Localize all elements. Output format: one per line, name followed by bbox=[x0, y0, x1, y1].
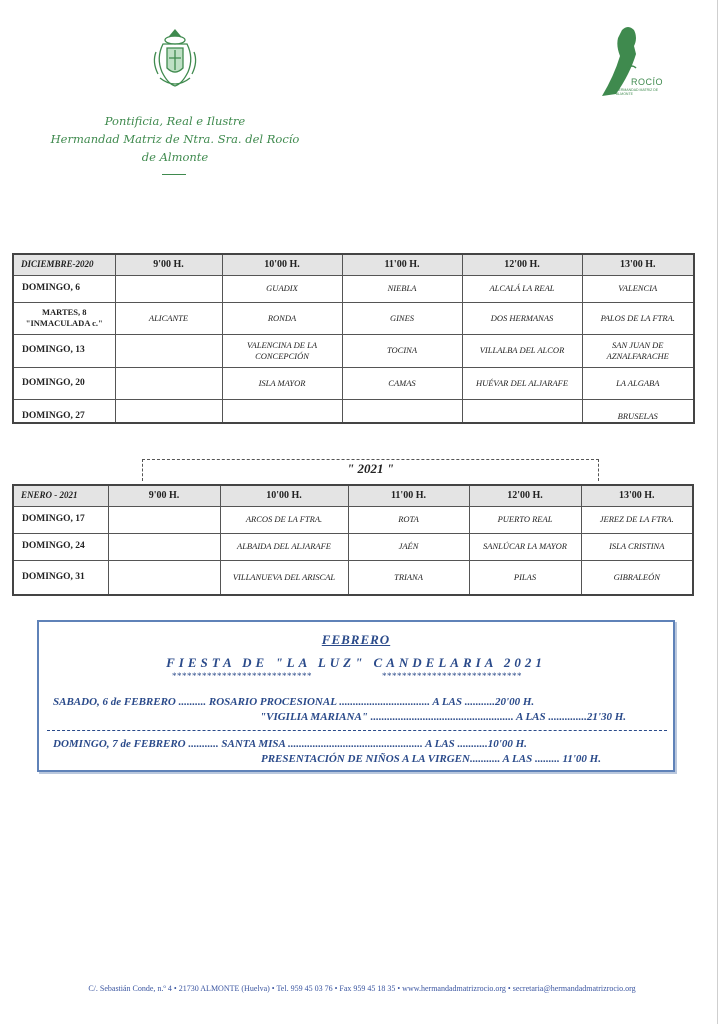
events-separator bbox=[47, 730, 667, 731]
table-cell: PALOS DE LA FTRA. bbox=[582, 302, 694, 334]
page-footer: C/. Sebastián Conde, n.º 4 • 21730 ALMONTE (Huelva) • Tel. 959 45 03 76 • Fax 959 45 18 35 • www.hermandadmatrizrocio.org • secretaria@hermandadmatrizrocio.org bbox=[88, 984, 636, 993]
table-cell: TRIANA bbox=[348, 560, 469, 595]
table-cell: GIBRALEÓN bbox=[581, 560, 693, 595]
table-cell: SANLÚCAR LA MAYOR bbox=[469, 533, 581, 560]
event-line-presentacion: PRESENTACIÓN DE NIÑOS A LA VIRGEN........... A LAS ......... 11'00 H. bbox=[261, 753, 601, 765]
header-time-11: 11'00 H. bbox=[342, 254, 462, 275]
december-schedule-table bbox=[12, 253, 695, 424]
table-cell bbox=[342, 399, 462, 423]
table-cell: GINES bbox=[342, 302, 462, 334]
header-time-10: 10'00 H. bbox=[222, 254, 342, 275]
header-month: DICIEMBRE-2020 bbox=[13, 254, 115, 275]
table-cell: DOS HERMANAS bbox=[462, 302, 582, 334]
header-time-12: 12'00 H. bbox=[469, 485, 581, 506]
organization-name bbox=[40, 112, 310, 166]
table-cell: JEREZ DE LA FTRA. bbox=[581, 506, 693, 533]
row-day: DOMINGO, 13 bbox=[13, 334, 115, 367]
table-cell: JAÉN bbox=[348, 533, 469, 560]
table-cell bbox=[108, 533, 220, 560]
february-events-box bbox=[37, 620, 675, 772]
table-row bbox=[13, 334, 694, 367]
header-month: ENERO - 2021 bbox=[13, 485, 108, 506]
table-cell: VALENCIA bbox=[582, 275, 694, 302]
rocio-logo-subtitle bbox=[616, 88, 658, 96]
header-time-9: 9'00 H. bbox=[115, 254, 222, 275]
table-cell: SAN JUAN DE AZNALFARACHE bbox=[582, 334, 694, 367]
table-row bbox=[13, 560, 693, 595]
row-day: DOMINGO, 20 bbox=[13, 367, 115, 399]
table-row bbox=[13, 506, 693, 533]
table-cell bbox=[108, 506, 220, 533]
table-cell: BRUSELAS bbox=[582, 399, 694, 423]
org-name-line2: Hermandad Matriz de Ntra. Sra. del Rocío bbox=[50, 132, 300, 146]
table-cell: ISLA CRISTINA bbox=[581, 533, 693, 560]
table-row bbox=[13, 533, 693, 560]
row-day bbox=[13, 302, 115, 334]
table-cell bbox=[115, 334, 222, 367]
table-cell bbox=[222, 399, 342, 423]
table-row bbox=[13, 367, 694, 399]
table-cell: ALCALÁ LA REAL bbox=[462, 275, 582, 302]
table-cell: VILLANUEVA DEL ARISCAL bbox=[220, 560, 348, 595]
table-cell: TOCINA bbox=[342, 334, 462, 367]
event-line-domingo: DOMINGO, 7 de FEBRERO ........... SANTA MISA ................................................. A LAS ...........10'00 H. bbox=[53, 738, 527, 750]
row-day: DOMINGO, 27 bbox=[13, 399, 115, 423]
org-name-line3: de Almonte bbox=[141, 150, 209, 164]
january-schedule-table bbox=[12, 484, 694, 596]
stars-decoration-left: **************************** bbox=[172, 671, 312, 681]
header-time-12: 12'00 H. bbox=[462, 254, 582, 275]
row-day: DOMINGO, 6 bbox=[13, 275, 115, 302]
table-cell: PILAS bbox=[469, 560, 581, 595]
header-time-11: 11'00 H. bbox=[348, 485, 469, 506]
row-day-line1: MARTES, 8 bbox=[41, 307, 87, 317]
table-cell: ALICANTE bbox=[115, 302, 222, 334]
org-divider bbox=[162, 174, 186, 175]
table-cell bbox=[108, 560, 220, 595]
rocio-logo-sub-line1: HERMANDAD MATRIZ DE bbox=[616, 88, 659, 92]
february-title: FEBRERO bbox=[321, 632, 391, 647]
fiesta-heading: FIESTA DE "LA LUZ" CANDELARIA 2021 bbox=[166, 655, 546, 670]
hermandad-crest-icon bbox=[150, 28, 200, 88]
event-line-vigilia: "VIGILIA MARIANA" .................................................... A LAS ..............21'30 H. bbox=[260, 711, 626, 723]
table-cell: ISLA MAYOR bbox=[222, 367, 342, 399]
table-cell bbox=[115, 399, 222, 423]
table-header-row bbox=[13, 254, 694, 275]
row-day: DOMINGO, 17 bbox=[13, 506, 108, 533]
table-row bbox=[13, 302, 694, 334]
table-cell: NIEBLA bbox=[342, 275, 462, 302]
table-cell bbox=[115, 275, 222, 302]
event-line-sabado: SABADO, 6 de FEBRERO .......... ROSARIO PROCESIONAL ................................. A LAS ...........20'00 H. bbox=[53, 696, 535, 708]
stars-decoration-right: **************************** bbox=[382, 671, 522, 681]
table-cell: CAMAS bbox=[342, 367, 462, 399]
header-time-10: 10'00 H. bbox=[220, 485, 348, 506]
table-cell: ALBAIDA DEL ALJARAFE bbox=[220, 533, 348, 560]
row-day: DOMINGO, 24 bbox=[13, 533, 108, 560]
table-cell: VILLALBA DEL ALCOR bbox=[462, 334, 582, 367]
table-cell: VALENCINA DE LA CONCEPCIÓN bbox=[222, 334, 342, 367]
table-cell: HUÉVAR DEL ALJARAFE bbox=[462, 367, 582, 399]
table-cell: ROTA bbox=[348, 506, 469, 533]
table-cell: GUADIX bbox=[222, 275, 342, 302]
row-day: DOMINGO, 31 bbox=[13, 560, 108, 595]
table-cell: ARCOS DE LA FTRA. bbox=[220, 506, 348, 533]
header-time-13: 13'00 H. bbox=[582, 254, 694, 275]
table-row bbox=[13, 399, 694, 423]
rocio-logo-word: ROCÍO bbox=[631, 77, 664, 87]
table-cell: PUERTO REAL bbox=[469, 506, 581, 533]
rocio-logo-sub-line2: ALMONTE bbox=[616, 92, 633, 96]
header-time-13: 13'00 H. bbox=[581, 485, 693, 506]
org-name-line1: Pontificia, Real e Ilustre bbox=[104, 114, 246, 128]
row-day-line2: "INMACULADA c." bbox=[25, 318, 103, 328]
year-label: " 2021 " bbox=[347, 461, 394, 476]
table-cell bbox=[115, 367, 222, 399]
header-time-9: 9'00 H. bbox=[108, 485, 220, 506]
page-edge bbox=[717, 0, 718, 1024]
table-row bbox=[13, 275, 694, 302]
table-cell: LA ALGABA bbox=[582, 367, 694, 399]
table-header-row bbox=[13, 485, 693, 506]
table-cell: RONDA bbox=[222, 302, 342, 334]
table-cell bbox=[462, 399, 582, 423]
